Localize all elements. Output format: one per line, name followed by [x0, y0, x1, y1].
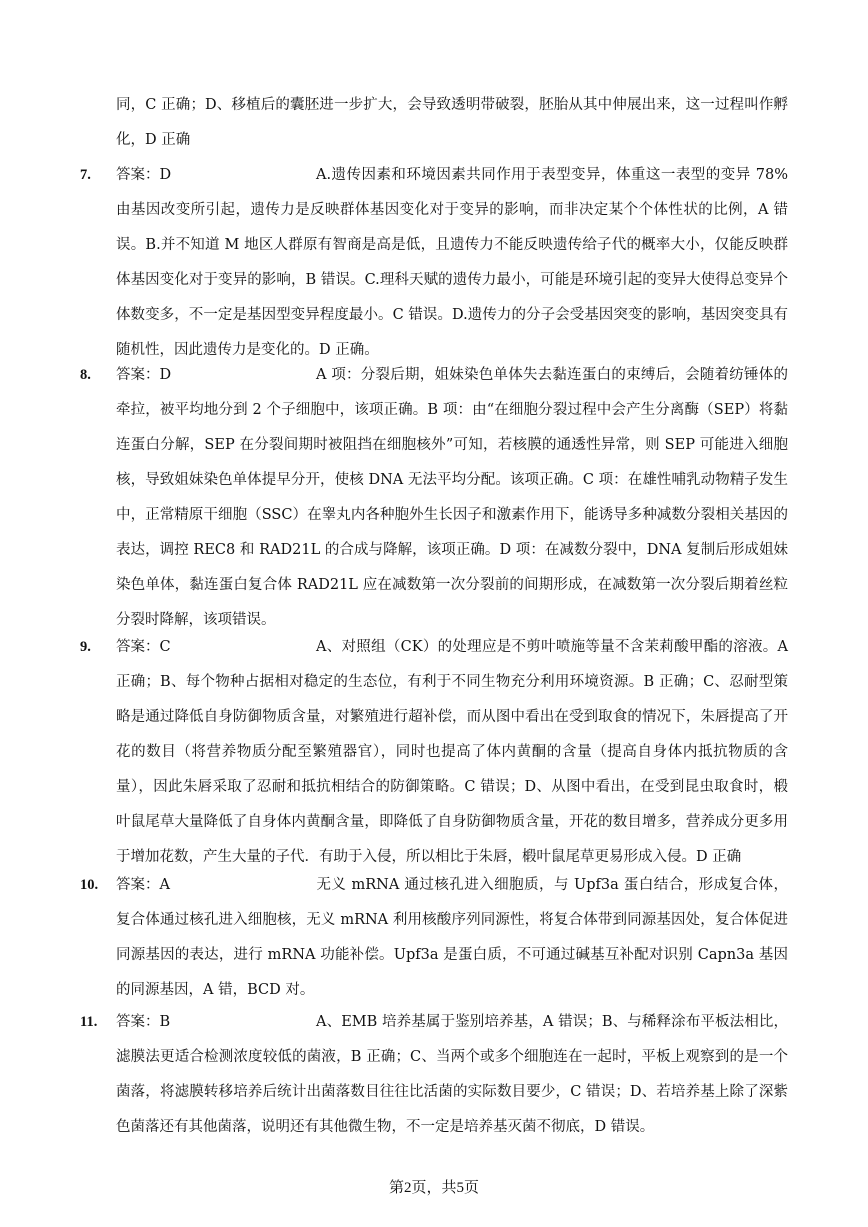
- answer-label: 答案：C: [116, 639, 171, 655]
- question-number: 8.: [80, 367, 91, 383]
- explanation-text: A、对照组（CK）的处理应是不剪叶喷施等量不含茉莉酸甲酯的溶液。A 正确；B、每个物种占据相对稳定的生态位，有利于不同生物充分利用环境资源。B 正确；C、忍耐型策略是通过降低自身防御物质含量，对繁殖进行超补偿，而从图中看出在受到取食的情况下，朱唇提高了开花的数目（将营养物质分配至繁殖器官），同时也提高了体内黄酮的含量（提高自身体内抵抗物质的含量），因此朱唇采取了忍耐和抵抗相结合的防御策略。C 错误；D、从图中看出，在受到昆虫取食时，椴叶鼠尾草大量降低了自身体内黄酮含量，即降低了自身防御物质含量，开花的数目增多，营养成分更多用于增加花数，产生大量的子代．有助于入侵，所以相比于朱唇，椴叶鼠尾草更易形成入侵。D 正确: [116, 639, 788, 865]
- answer-label: 答案：D: [116, 167, 172, 183]
- explanation-text: A 项：分裂后期，姐妹染色单体失去黏连蛋白的束缚后，会随着纺锤体的牵拉，被平均地分到 2 个子细胞中，该项正确。B 项：由“在细胞分裂过程中会产生分离酶（SEP）将黏连蛋白分解，SEP 在分裂间期时被阻挡在细胞核外”可知，若核膜的通透性异常，则 SEP 可能进入细胞核，导致姐妹染色单体提早分开，使核 DNA 无法平均分配。该项正确。C 项：在雄性哺乳动物精子发生中，正常精原干细胞（SSC）在睾丸内各种胞外生长因子和激素作用下，能诱导多种减数分裂相关基因的表达，调控 REC8 和 RAD21L 的合成与降解，该项正确。D 项：在减数分裂中，DNA 复制后形成姐妹染色单体，黏连蛋白复合体 RAD21L 应在减数第一次分裂前的间期形成，在减数第一次分裂后期着丝粒分裂时降解，该项错误。: [116, 367, 788, 628]
- question-body: [116, 1005, 788, 1145]
- question-number: 9.: [80, 639, 91, 655]
- question-body: [116, 630, 788, 875]
- explanation-text: 无义 mRNA 通过核孔进入细胞质，与 Upf3a 蛋白结合，形成复合体，复合体通过核孔进入细胞核，无义 mRNA 利用核酸序列同源性，将复合体带到同源基因处，复合体促进同源基因的表达，进行 mRNA 功能补偿。Upf3a 是蛋白质，不可通过碱基互补配对识别 Capn3a 基因的同源基因，A 错，BCD 对。: [116, 877, 788, 998]
- answer-label: 答案：A: [116, 877, 170, 893]
- answer-label: 答案：B: [116, 1014, 171, 1030]
- answer-label: 答案：D: [116, 367, 172, 383]
- question-body: [116, 158, 788, 368]
- explanation-text: A.遗传因素和环境因素共同作用于表型变异，体重这一表型的变异 78%由基因改变所引起，遗传力是反映群体基因变化对于变异的影响，而非决定某个个体性状的比例，A 错误。B.并不知道 M 地区人群原有智商是高是低，且遗传力不能反映遗传给子代的概率大小，仅能反映群体基因变化对于变异的影响，B 错误。C.理科天赋的遗传力最小，可能是环境引起的变异大使得总变异个体数变多，不一定是基因型变异程度最小。C 错误。D.遗传力的分子会受基因突变的影响，基因突变具有随机性，因此遗传力是变化的。D 正确。: [116, 167, 788, 358]
- page-footer: 第2页，共5页: [388, 1180, 479, 1196]
- question-number: 7.: [80, 167, 91, 183]
- explanation-text: A、EMB 培养基属于鉴别培养基，A 错误；B、与稀释涂布平板法相比，滤膜法更适合检测浓度较低的菌液，B 正确；C、当两个或多个细胞连在一起时，平板上观察到的是一个菌落，将滤膜转移培养后统计出菌落数目往往比活菌的实际数目要少，C 错误；D、若培养基上除了深紫色菌落还有其他菌落，说明还有其他微生物，不一定是培养基灭菌不彻底，D 错误。: [116, 1014, 788, 1135]
- question-body: [116, 868, 788, 1008]
- question-number: 11.: [80, 1014, 98, 1030]
- continuation-text: 同，C 正确；D、移植后的囊胚进一步扩大，会导致透明带破裂，胚胎从其中伸展出来，这一过程叫作孵化，D 正确: [116, 97, 788, 148]
- question-number: 10.: [80, 877, 99, 893]
- question-body: [116, 358, 788, 638]
